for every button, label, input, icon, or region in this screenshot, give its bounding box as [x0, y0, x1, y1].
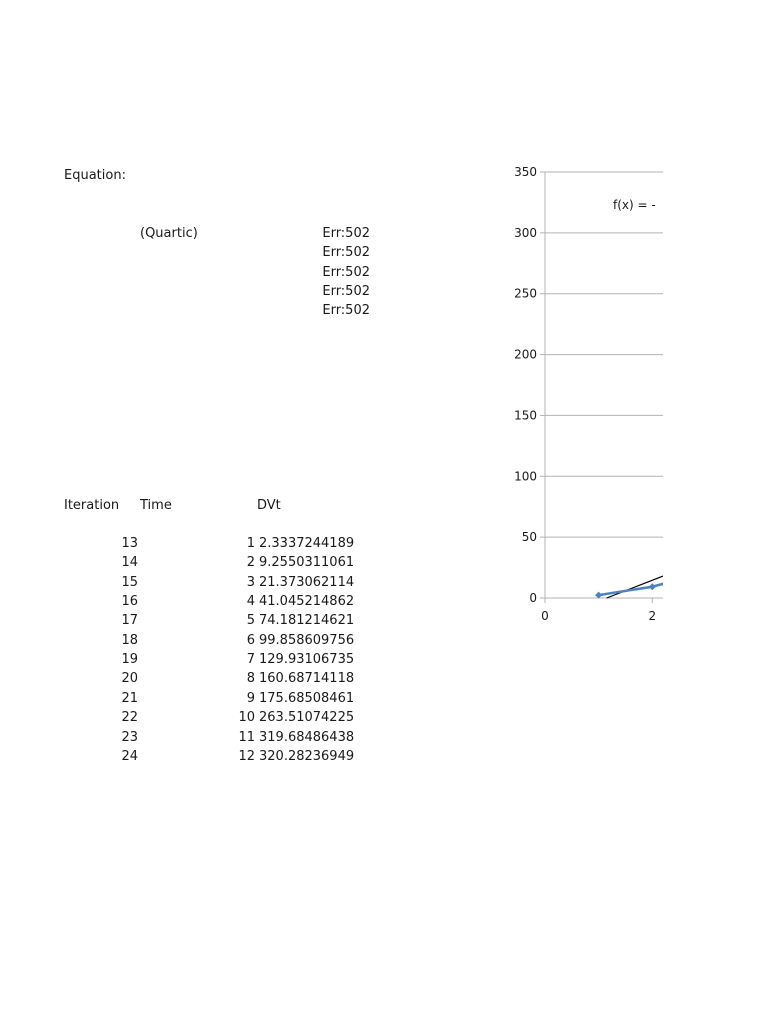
y-tick-label: 300: [514, 225, 537, 240]
cell-iteration: 24: [121, 749, 138, 764]
cell-iteration: 14: [121, 555, 138, 570]
cell-time: 7: [246, 652, 255, 667]
cell-iteration: 22: [121, 710, 138, 725]
cell-dvt: 320.28236949: [259, 749, 355, 764]
cell-dvt: 99.858609756: [259, 633, 355, 648]
cell-iteration: 15: [121, 575, 138, 590]
cell-iteration: 13: [121, 536, 138, 551]
header-dvt: DVt: [257, 498, 281, 513]
cell-time: 4: [246, 594, 255, 609]
y-tick-label: 0: [529, 591, 537, 605]
y-tick-label: 50: [521, 530, 537, 545]
cell-iteration: 19: [121, 652, 138, 667]
chart: [500, 160, 670, 630]
y-gridlines: [540, 172, 663, 602]
cell-dvt: 74.181214621: [259, 613, 355, 628]
table-row: [0, 710, 420, 729]
error-cell: Err:502: [322, 303, 370, 318]
table-row: [0, 555, 420, 574]
table-row: [0, 652, 420, 671]
cell-time: 5: [246, 613, 255, 628]
cell-time: 8: [246, 671, 255, 686]
cell-dvt: 41.045214862: [259, 594, 355, 609]
cell-time: 9: [246, 691, 255, 706]
error-cell: Err:502: [322, 226, 370, 241]
y-tick-labels: [514, 165, 537, 605]
quartic-label: (Quartic): [140, 226, 198, 241]
cell-dvt: 2.3337244189: [259, 536, 355, 551]
cell-dvt: 319.68486438: [259, 730, 355, 745]
y-tick-label: 200: [514, 347, 537, 362]
cell-dvt: 21.373062114: [259, 575, 355, 590]
x-tick-label: 0: [541, 609, 549, 623]
x-tick-labels: [541, 598, 656, 623]
cell-iteration: 18: [121, 633, 138, 648]
cell-dvt: 263.51074225: [259, 710, 355, 725]
y-tick-label: 250: [514, 286, 537, 301]
cell-iteration: 17: [121, 613, 138, 628]
cell-time: 6: [246, 633, 255, 648]
cell-dvt: 9.2550311061: [259, 555, 355, 570]
cell-time: 2: [246, 555, 255, 570]
equation-label: Equation:: [64, 168, 126, 183]
cell-iteration: 20: [121, 671, 138, 686]
cell-iteration: 21: [121, 691, 138, 706]
cell-dvt: 129.93106735: [259, 652, 355, 667]
y-tick-label: 350: [514, 165, 537, 179]
cell-dvt: 175.68508461: [259, 691, 355, 706]
cell-time: 10: [238, 710, 255, 725]
cell-iteration: 16: [121, 594, 138, 609]
trendline-equation: f(x) = -: [613, 198, 656, 212]
table-row: [0, 575, 420, 594]
error-cell: Err:502: [322, 245, 370, 260]
table-row: [0, 691, 420, 710]
header-time: Time: [140, 498, 172, 513]
cell-iteration: 23: [121, 730, 138, 745]
header-iteration: Iteration: [64, 498, 120, 513]
table-row: [0, 749, 420, 768]
y-tick-label: 100: [514, 469, 537, 484]
error-cell: Err:502: [322, 265, 370, 280]
cell-time: 12: [238, 749, 255, 764]
y-tick-label: 150: [514, 408, 537, 423]
series-points: [595, 205, 670, 599]
table-row: [0, 536, 420, 555]
table-row: [0, 594, 420, 613]
table-row: [0, 633, 420, 652]
series-point: [649, 583, 656, 590]
x-tick-label: 2: [648, 609, 657, 623]
table-row: [0, 613, 420, 632]
cell-time: 3: [246, 575, 255, 590]
cell-time: 1: [246, 536, 255, 551]
error-cell: Err:502: [322, 284, 370, 299]
table-row: [0, 730, 420, 749]
cell-dvt: 160.68714118: [259, 671, 355, 686]
cell-time: 11: [238, 730, 255, 745]
table-row: [0, 671, 420, 690]
